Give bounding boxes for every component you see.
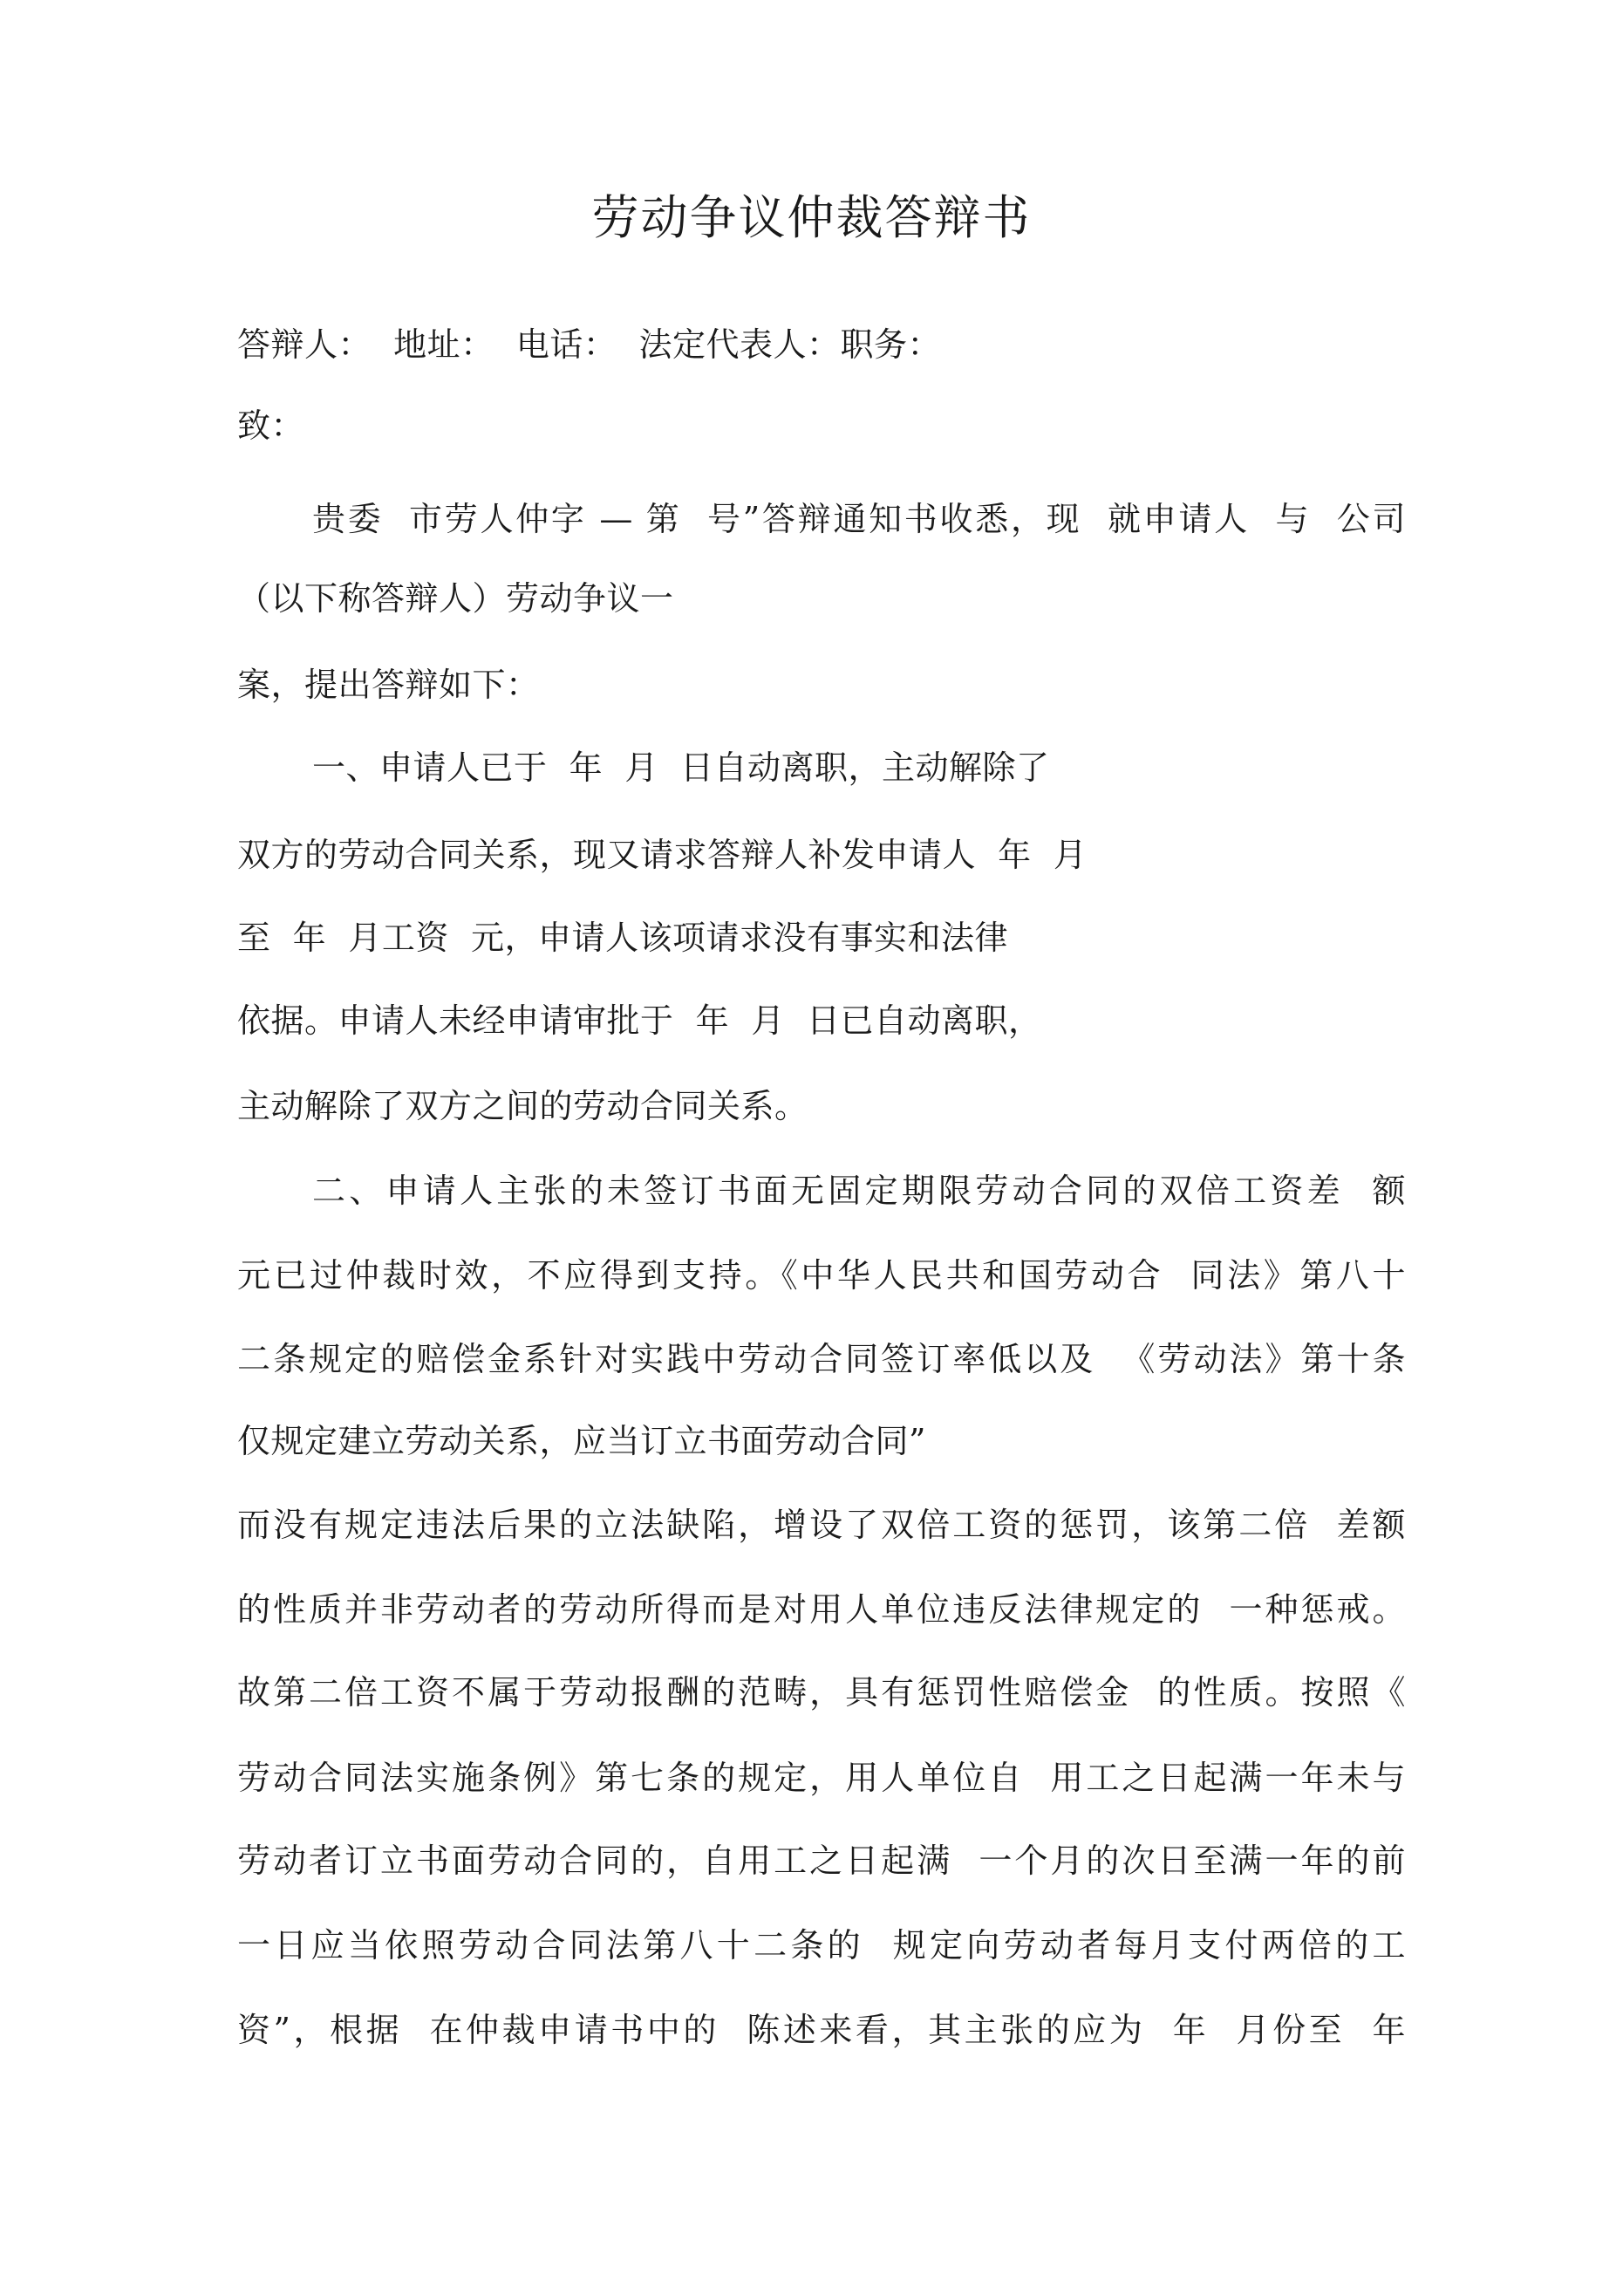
body-line: 至 年 月工资 元，申请人该项请求没有事实和法律 <box>237 919 1008 957</box>
salutation: 致： <box>237 407 305 445</box>
body-line: 主动解除了双方之间的劳动合同关系。 <box>237 1087 808 1125</box>
body-line: 二条规定的赔偿金系针对实践中劳动合同签订率低以及 《劳动法》第十条 <box>237 1340 1406 1378</box>
respondent-info-line: 答辩人： 地址： 电话： 法定代表人：职务： <box>237 325 941 364</box>
body-line: 资”，根据 在仲裁申请书中的 陈述来看，其主张的应为 年 月份至 年 <box>237 2011 1406 2049</box>
body-line: 故第二倍工资不属于劳动报酬的范畴，具有惩罚性赔偿金 的性质。按照《 <box>237 1673 1406 1712</box>
body-line: 的性质并非劳动者的劳动所得而是对用人单位违反法律规定的 一种惩戒。 <box>237 1590 1406 1629</box>
body-line: 元已过仲裁时效，不应得到支持。《中华人民共和国劳动合 同法》第八十 <box>237 1256 1406 1295</box>
body-line: 依据。申请人未经申请审批于 年 月 日已自动离职， <box>237 1001 1042 1040</box>
body-line: 而没有规定违法后果的立法缺陷，增设了双倍工资的惩罚，该第二倍 差额 <box>237 1506 1406 1544</box>
body-line: 双方的劳动合同关系，现又请求答辩人补发申请人 年 月 <box>237 836 1088 874</box>
body-line: 劳动者订立书面劳动合同的，自用工之日起满 一个月的次日至满一年的前 <box>237 1842 1406 1880</box>
body-line: 仅规定建立劳动关系，应当订立书面劳动合同” <box>237 1422 926 1460</box>
body-line: 一日应当依照劳动合同法第八十二条的 规定向劳动者每月支付两倍的工 <box>237 1926 1406 1965</box>
body-line: 案，提出答辩如下： <box>237 666 540 704</box>
document-title: 劳动争议仲裁答辩书 <box>591 190 1032 245</box>
body-line: 二、申请人主张的未签订书面无固定期限劳动合同的双倍工资差 额 <box>312 1172 1406 1210</box>
body-line: 贵委 市劳人仲字 — 第 号”答辩通知书收悉，现 就申请人 与 公司 <box>312 500 1406 538</box>
body-line: （以下称答辩人）劳动争议一 <box>237 579 674 618</box>
body-line: 一、申请人已于 年 月 日自动离职，主动解除了 <box>312 748 1050 787</box>
body-line: 劳动合同法实施条例》第七条的规定，用人单位自 用工之日起满一年未与 <box>237 1759 1406 1797</box>
